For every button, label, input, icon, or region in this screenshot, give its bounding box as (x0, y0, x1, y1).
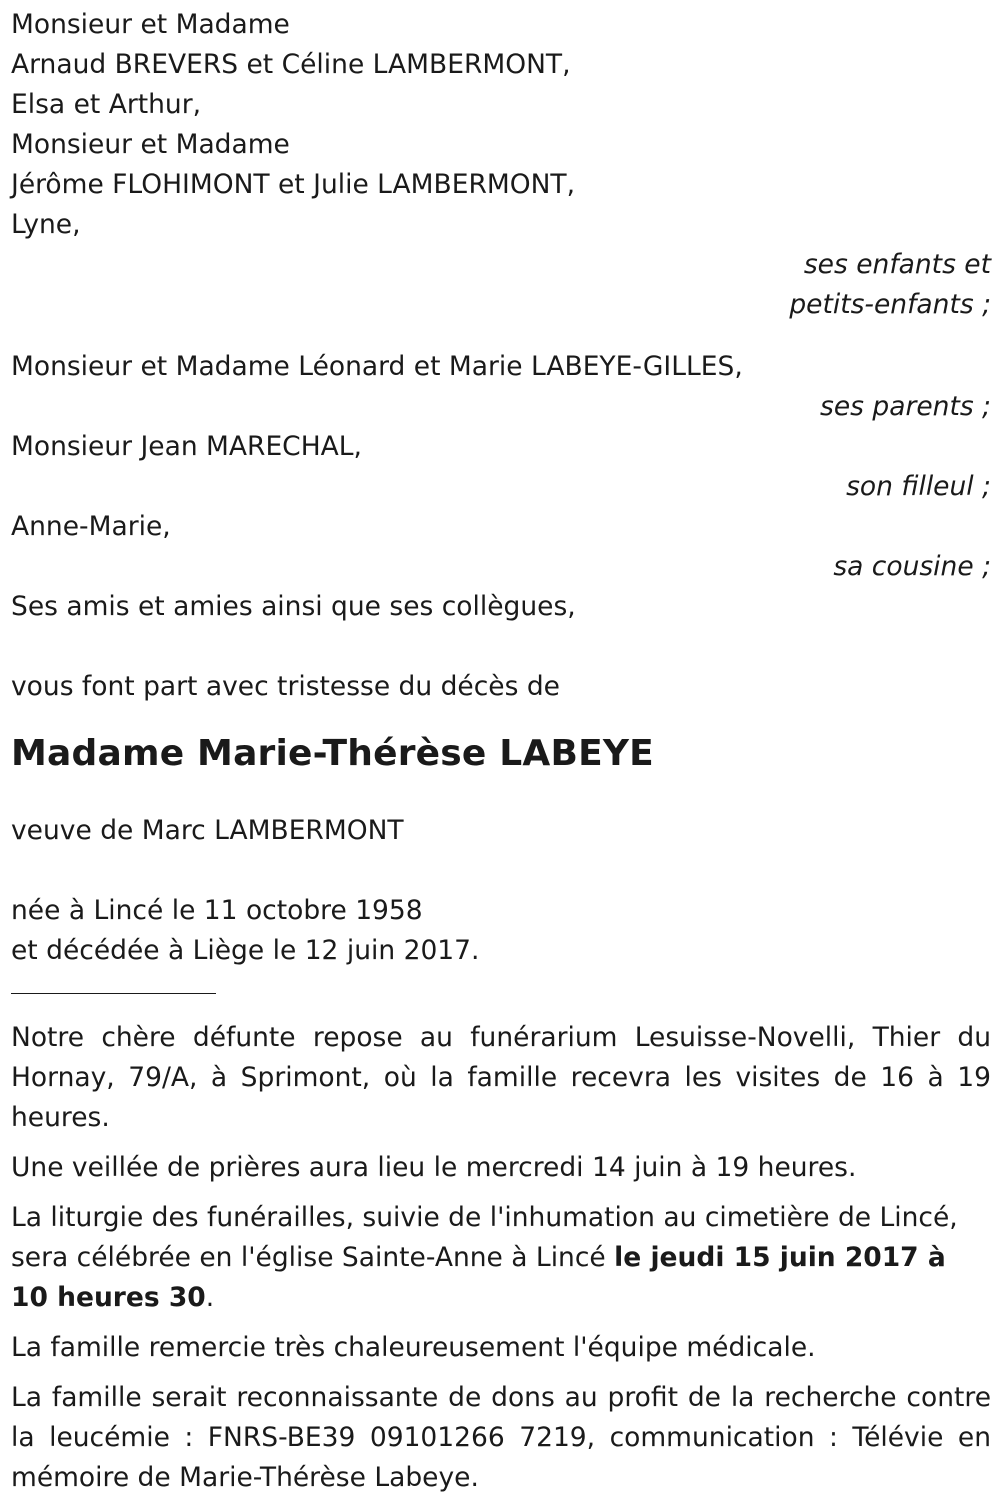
liturgy-date: le jeudi 15 juin 2017 à 10 heures 30 (11, 1242, 946, 1313)
family-line: Elsa et Arthur, (11, 89, 202, 120)
announcement-line: vous font part avec tristesse du décès de (11, 671, 560, 702)
separator-rule (11, 993, 216, 994)
family-line: Monsieur et Madame (11, 9, 290, 40)
relationship-label: ses enfants et (803, 249, 991, 280)
family-line: Jérôme FLOHIMONT et Julie LAMBERMONT, (11, 169, 576, 200)
liturgy-intro: La liturgie des funérailles, suivie de l'inhumation au cimetière de Lincé, sera célébrée en l'église Sainte-Anne à Lincé (11, 1202, 958, 1273)
relationship-label: petits-enfants ; (789, 289, 991, 320)
rest-paragraph: Notre chère défunte repose au funérarium Lesuisse-Novelli, Thier du Hornay, 79/A, à Sprimont, où la famille recevra les visites de 16 à 19 heures. (11, 1022, 991, 1133)
family-line: Monsieur Jean MARECHAL, (11, 431, 362, 462)
relationship-label: sa cousine ; (833, 551, 991, 582)
relationship-label: son filleul ; (846, 471, 991, 502)
family-line: Monsieur et Madame Léonard et Marie LABEYE-GILLES, (11, 351, 743, 382)
vigil-paragraph: Une veillée de prières aura lieu le mercredi 14 juin à 19 heures. (11, 1152, 857, 1183)
family-line: Anne-Marie, (11, 511, 171, 542)
death-line: et décédée à Liège le 12 juin 2017. (11, 935, 480, 966)
family-children-block (11, 5, 991, 325)
deceased-name: Madame Marie-Thérèse LABEYE (11, 733, 654, 774)
thanks-paragraph: La famille remercie très chaleureusement l'équipe médicale. (11, 1332, 816, 1363)
birth-line: née à Lincé le 11 octobre 1958 (11, 895, 423, 926)
donations-paragraph: La famille serait reconnaissante de dons au profit de la recherche contre la leucémie : FNRS-BE39 09101266 7219, communication : Télévie en mémoire de Marie-Thérèse Labeye. (11, 1382, 991, 1493)
family-parents-block (11, 347, 991, 427)
family-line: Monsieur et Madame (11, 129, 290, 160)
family-line: Arnaud BREVERS et Céline LAMBERMONT, (11, 49, 571, 80)
family-godson-block (11, 427, 991, 507)
liturgy-paragraph (11, 1198, 991, 1318)
family-line: Lyne, (11, 209, 81, 240)
widow-of-line: veuve de Marc LAMBERMONT (11, 815, 404, 846)
family-cousin-block (11, 507, 991, 587)
liturgy-end: . (205, 1282, 215, 1313)
friends-line: Ses amis et amies ainsi que ses collègues, (11, 591, 576, 622)
obituary-notice (11, 5, 991, 1508)
relationship-label: ses parents ; (820, 391, 991, 422)
